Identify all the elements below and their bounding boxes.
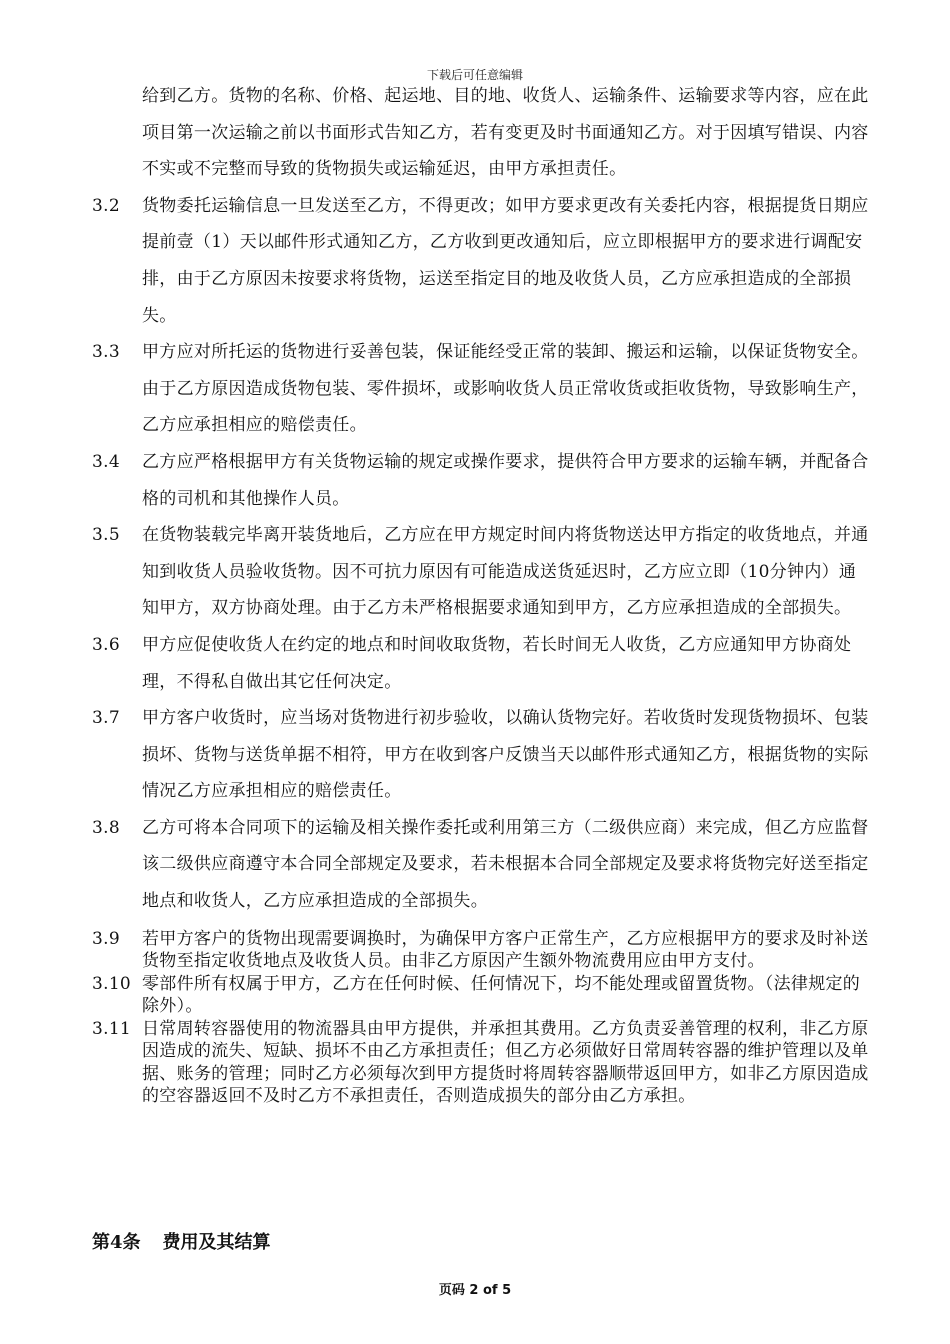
clause-number: 3.9: [92, 928, 120, 949]
section-heading: [92, 1228, 271, 1254]
clause-text: 甲方应对所托运的货物进行妥善包装，保证能经受正常的装卸、搬运和运输，以保证货物安全。由于乙方原因造成货物包装、零件损坏，或影响收货人员正常收货或拒收货物，导致影响生产，乙方应承担相应的赔偿责任。: [142, 342, 869, 436]
clause-number: 3.4: [92, 451, 120, 472]
clause-text: 零部件所有权属于甲方，乙方在任何时候、任何情况下，均不能处理或留置货物。（法律规定的除外）。: [142, 973, 861, 1017]
clause-number: 3.2: [92, 195, 120, 216]
clause-number: 3.10: [92, 973, 132, 994]
clause-3-11: [92, 1018, 872, 1108]
clause-3-3: [92, 334, 872, 444]
clause-text: 给到乙方。货物的名称、价格、起运地、目的地、收货人、运输条件、运输要求等内容，应在此项目第一次运输之前以书面形式告知乙方，若有变更及时书面通知乙方。对于因填写错误、内容不实或不完整而导致的货物损失或运输延迟，由甲方承担责任。: [142, 86, 869, 180]
clause-3-2: [92, 188, 872, 334]
clause-text: 若甲方客户的货物出现需要调换时，为确保甲方客户正常生产，乙方应根据甲方的要求及时补送货物至指定收货地点及收货人员。由非乙方原因产生额外物流费用应由甲方支付。: [142, 928, 869, 972]
page-number-footer: 页码 2 of 5: [438, 1283, 512, 1298]
section-title-text: 费用及其结算: [162, 1232, 271, 1253]
clause-number: 3.6: [92, 634, 120, 655]
clause-number: [92, 78, 142, 188]
clause-text: 在货物装载完毕离开装货地后，乙方应在甲方规定时间内将货物送达甲方指定的收货地点，并通知到收货人员验收货物。因不可抗力原因有可能造成送货延迟时，乙方应立即（10分钟内）通知甲方，双方协商处理。由于乙方未严格根据要求通知到甲方，乙方应承担造成的全部损失。: [142, 525, 869, 619]
header-note: 下载后可任意编辑: [426, 68, 523, 82]
clause-number: 3.3: [92, 342, 120, 363]
clause-text: 甲方应促使收货人在约定的地点和时间收取货物，若长时间无人收货，乙方应通知甲方协商处理，不得私自做出其它任何决定。: [142, 634, 852, 692]
clause-text: 货物委托运输信息一旦发送至乙方，不得更改；如甲方要求更改有关委托内容，根据提货日期应提前壹（1）天以邮件形式通知乙方，乙方收到更改通知后，应立即根据甲方的要求进行调配安排，由于乙方原因未按要求将货物，运送至指定目的地及收货人员，乙方应承担造成的全部损失。: [142, 195, 869, 326]
clause-3-5: [92, 517, 872, 627]
clause-3-10: [92, 973, 872, 1018]
clause-number: 3.11: [92, 1018, 132, 1039]
clause-number: 3.7: [92, 708, 120, 729]
clause-number: 3.8: [92, 817, 120, 838]
clause-3-7: [92, 700, 872, 810]
clause-3-4: [92, 444, 872, 517]
clause-text: 乙方应严格根据甲方有关货物运输的规定或操作要求，提供符合甲方要求的运输车辆，并配备合格的司机和其他操作人员。: [142, 451, 869, 509]
contract-body: [92, 78, 872, 1108]
clause-number: 3.5: [92, 525, 120, 546]
clause-3-6: [92, 627, 872, 700]
clause-text: 日常周转容器使用的物流器具由甲方提供，并承担其费用。乙方负责妥善管理的权利，非乙方原因造成的流失、短缺、损坏不由乙方承担责任；但乙方必须做好日常周转容器的维护管理以及单据、账务的管理；同时乙方必须每次到甲方提货时将周转容器顺带返回甲方，如非乙方原因造成的空容器返回不及时乙方不承担责任，否则造成损失的部分由乙方承担。: [142, 1018, 869, 1107]
clause-text: 乙方可将本合同项下的运输及相关操作委托或利用第三方（二级供应商）来完成，但乙方应监督该二级供应商遵守本合同全部规定及要求，若未根据本合同全部规定及要求将货物完好送至指定地点和收货人，乙方应承担造成的全部损失。: [142, 817, 869, 912]
clause-continuation: [92, 78, 872, 188]
clause-3-8: [92, 810, 872, 920]
clause-3-9: [92, 928, 872, 973]
section-number: 第4条: [92, 1232, 141, 1253]
clause-text: 甲方客户收货时，应当场对货物进行初步验收，以确认货物完好。若收货时发现货物损坏、包装损坏、货物与送货单据不相符，甲方在收到客户反馈当天以邮件形式通知乙方，根据货物的实际情况乙方应承担相应的赔偿责任。: [142, 708, 869, 802]
